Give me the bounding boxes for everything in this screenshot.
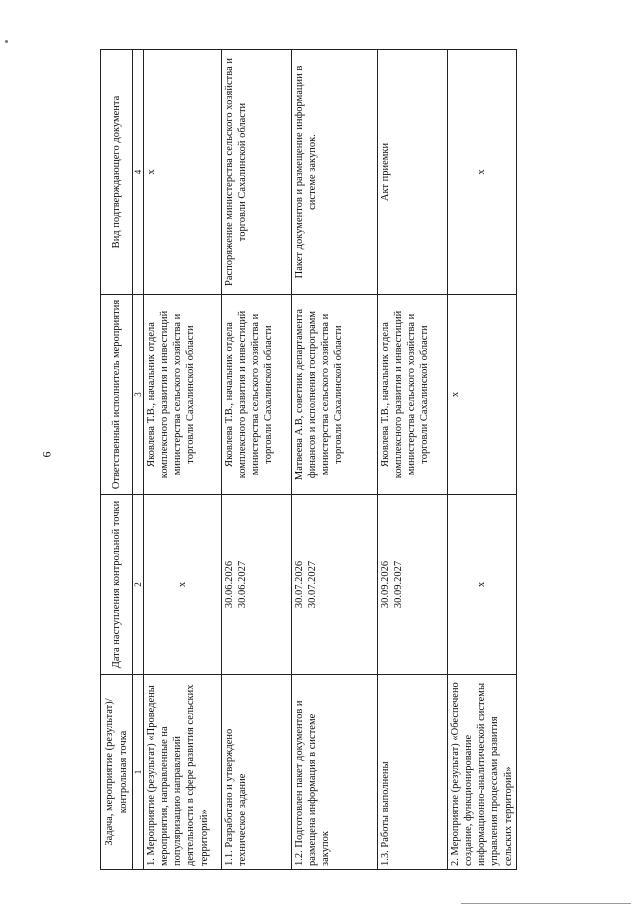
column-number: 2 — [133, 495, 144, 675]
table-row — [222, 50, 292, 870]
control-points-table — [100, 49, 517, 870]
cell-task: 1.3. Работы выполнены — [378, 675, 448, 870]
cell-date: 30.06.2026 30.06.2027 — [222, 495, 292, 675]
table-header-row — [101, 50, 133, 870]
table-row — [378, 50, 448, 870]
cell-document: х — [448, 50, 517, 295]
header-executor: Ответственный исполнитель мероприятия — [101, 295, 133, 495]
header-document: Вид подтверждающего документа — [101, 50, 133, 295]
column-number-row — [133, 50, 144, 870]
cell-date: 30.09.2026 30.09.2027 — [378, 495, 448, 675]
cell-document: Пакет документов и размещение информации в системе закупок. — [292, 50, 378, 295]
header-task: Задача, мероприятие (результат)/контрольная точка — [101, 675, 133, 870]
header-date: Дата наступления контрольной точки — [101, 495, 133, 675]
scan-speck — [5, 40, 8, 43]
cell-executor: Яковлева Т.В., начальник отдела комплексного развития и инвестиций министерства сельского хозяйства и торговли Сахалинской области — [222, 295, 292, 495]
cell-document: Распоряжение министерства сельского хозяйства и торговли Сахалинской области — [222, 50, 292, 295]
cell-document: х — [144, 50, 222, 295]
column-number: 4 — [133, 50, 144, 295]
cell-executor: х — [448, 295, 517, 495]
cell-task: 1. Мероприятие (результат) «Проведены мероприятия, направленные на популяризацию направлений деятельности в сфере развития сельских территорий» — [144, 675, 222, 870]
cell-date: 30.07.2026 30.07.2027 — [292, 495, 378, 675]
cell-executor: Яковлева Т.В., начальник отдела комплексного развития и инвестиций министерства сельского хозяйства и торговли Сахалинской области — [378, 295, 448, 495]
table-row — [144, 50, 222, 870]
rotated-table-wrapper — [100, 50, 514, 870]
column-number: 3 — [133, 295, 144, 495]
cell-task: 1.2. Подготовлен пакет документов и размещена информация в системе закупок — [292, 675, 378, 870]
table-row — [448, 50, 517, 870]
cell-task: 2. Мероприятие (результат) «Обеспечено создание, функционирование информационно-аналитической системы управления процессами развития сельских территорий» — [448, 675, 517, 870]
cell-date: х — [448, 495, 517, 675]
cell-task: 1.1. Разработано и утверждено техническое задание — [222, 675, 292, 870]
column-number: 1 — [133, 675, 144, 870]
cell-executor: Яковлева Т.В., начальник отдела комплексного развития и инвестиций министерства сельского хозяйства и торговли Сахалинской области — [144, 295, 222, 495]
table-row — [292, 50, 378, 870]
page-number: 6 — [39, 451, 54, 458]
footer-rule — [461, 903, 631, 904]
cell-date: х — [144, 495, 222, 675]
cell-executor: Матвеева А.В, советник департамента финансов и исполнения госпрограмм министерства сельского хозяйства и торговли Сахалинской области — [292, 295, 378, 495]
cell-document: Акт приемки — [378, 50, 448, 295]
